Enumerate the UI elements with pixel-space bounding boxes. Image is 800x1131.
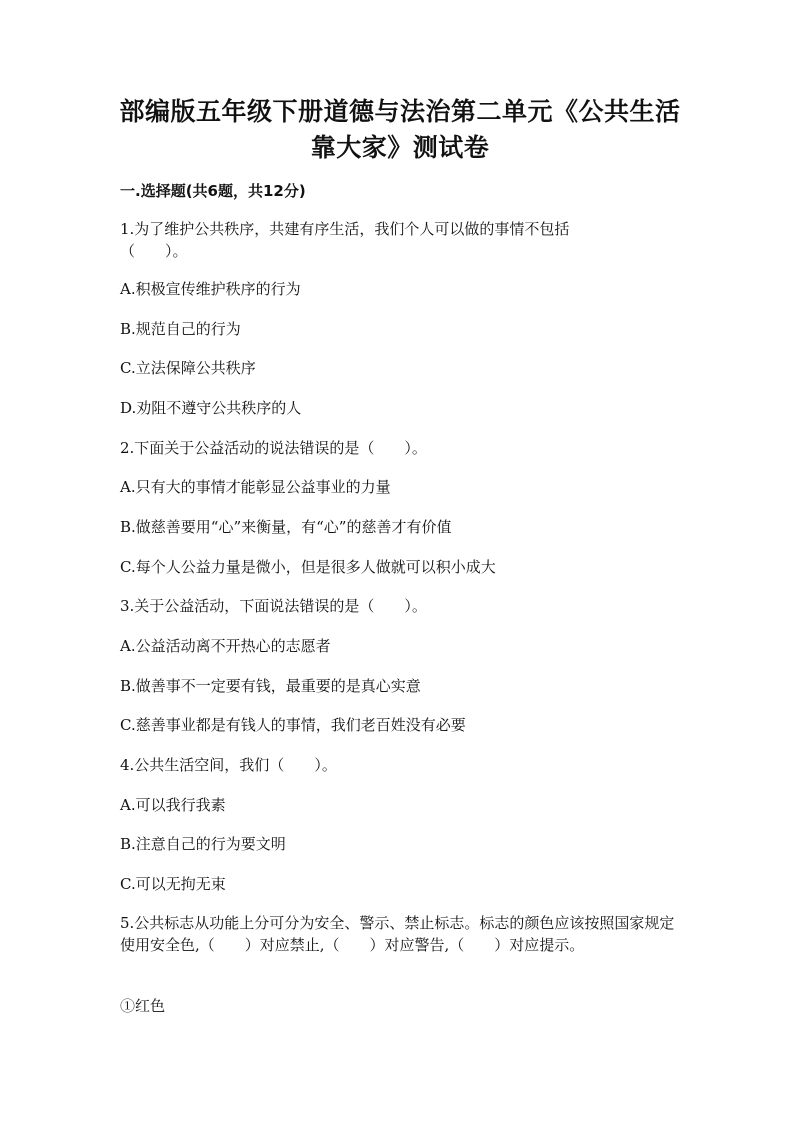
question-1-stem-line-1: 1.为了维护公共秩序，共建有序生活，我们个人可以做的事情不包括 [120, 220, 570, 238]
question-4-stem: 4.公共生活空间，我们（ ）。 [120, 756, 337, 774]
page-title-line-1: 部编版五年级下册道德与法治第二单元《公共生活 [119, 97, 681, 126]
question-3-option-b: B.做善事不一定要有钱，最重要的是真心实意 [120, 677, 421, 695]
question-1-option-d: D.劝阻不遵守公共秩序的人 [120, 399, 302, 417]
question-2-option-a: A.只有大的事情才能彰显公益事业的力量 [120, 478, 391, 496]
question-1-option-a: A.积极宣传维护秩序的行为 [120, 280, 301, 298]
question-1-option-c: C.立法保障公共秩序 [120, 359, 256, 377]
question-1-stem-line-2: （ ）。 [120, 242, 188, 260]
question-5-stem: 5.公共标志从功能上分可分为安全、警示、禁止标志。标志的颜色应该按照国家规定使用安全色,（ ）对应禁止,（ ）对应警告,（ ）对应提示。 [120, 914, 675, 954]
question-2-stem: 2.下面关于公益活动的说法错误的是（ ）。 [120, 439, 427, 457]
question-4-option-a: A.可以我行我素 [120, 796, 226, 814]
question-5-option-1: ①红色 [120, 997, 166, 1015]
question-3-option-c: C.慈善事业都是有钱人的事情，我们老百姓没有必要 [120, 716, 466, 734]
question-4-option-c: C.可以无拘无束 [120, 875, 226, 893]
page-title-line-2: 靠大家》测试卷 [310, 133, 490, 162]
question-3-option-a: A.公益活动离不开热心的志愿者 [120, 637, 331, 655]
question-4-option-b: B.注意自己的行为要文明 [120, 835, 286, 853]
section-header: 一.选择题(共6题，共12分) [120, 182, 306, 200]
question-3-stem: 3.关于公益活动，下面说法错误的是（ ）。 [120, 597, 427, 615]
question-2-option-b: B.做慈善要用“心”来衡量，有“心”的慈善才有价值 [120, 518, 452, 536]
question-1-option-b: B.规范自己的行为 [120, 320, 241, 338]
question-2-option-c: C.每个人公益力量是微小，但是很多人做就可以积小成大 [120, 558, 496, 576]
